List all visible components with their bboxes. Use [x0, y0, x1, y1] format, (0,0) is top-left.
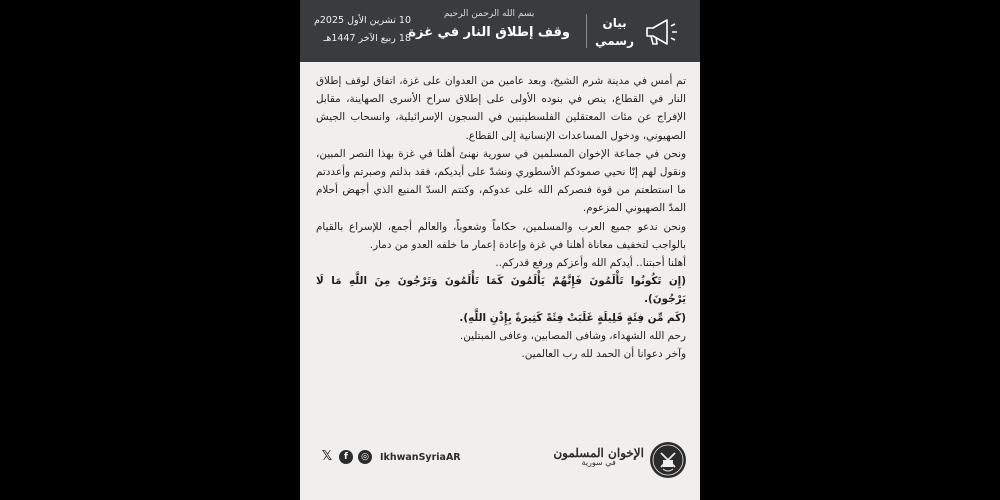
header-divider: [586, 14, 587, 48]
statement-body: [316, 72, 686, 363]
brand-line-1: بيان: [602, 16, 627, 30]
brand-line-2: رسمي: [595, 34, 634, 48]
footer: [300, 430, 700, 500]
paragraph-3: ونحن ندعو جميع العرب والمسلمين، حكاماً وشعوباً، والعالم أجمع، للإسراع بالقيام بالواجب لتخفيف معاناة أهلنا في غزة وإعادة إعمار ما خلفه العدو من دمار.: [316, 220, 686, 251]
logo-main: الإخوان المسلمون: [553, 446, 644, 460]
emblem-icon: [648, 440, 688, 480]
page-title: وقف إطلاق النار في غزة: [408, 25, 570, 40]
dates-block: [314, 12, 411, 48]
quran-verse-2: (كَم مِّن فِئَةٍ قَلِيلَةٍ غَلَبَتْ فِئَةً كَثِيرَةً بِإِذْنِ اللَّهِ).: [459, 311, 686, 324]
social-handle[interactable]: IkhwanSyriaAR: [380, 451, 461, 463]
social-links: [320, 450, 461, 464]
header-bar: [300, 0, 700, 62]
paragraph-2: ونحن في جماعة الإخوان المسلمين في سورية نهنئ أهلنا في غزة بهذا النصر المبين، ونقول لهم إنّا نحيي صمودكم الأسطوري ونشدّ على أيديكم، فقد بذلتم وصبرتم وأعددتم ما استطعتم من قوة فنصركم الله على عدوكم، وكنتم السدّ المنيع الذي أجهض أحلام المدّ الصهيوني المزعوم.: [316, 147, 686, 215]
megaphone-icon: [640, 12, 680, 52]
paragraph-6: وآخر دعوانا أن الحمد لله رب العالمين.: [521, 348, 686, 361]
x-icon[interactable]: 𝕏: [321, 449, 333, 464]
quran-verse-1: (إِن تَكُونُوا تَأْلَمُونَ فَإِنَّهُمْ يَأْلَمُونَ كَمَا تَأْلَمُونَ وَتَرْجُونَ مِنَ اللَّهِ مَا لَا يَرْجُونَ).: [316, 275, 686, 306]
organization-logo-text: [553, 446, 644, 467]
facebook-icon[interactable]: f: [339, 450, 353, 464]
logo-sub: في سورية: [581, 458, 616, 467]
paragraph-4: أهلنا أحبتنا.. أيدكم الله وأعزكم ورفع قدركم..: [495, 257, 686, 270]
statement-sheet: [300, 0, 700, 500]
date-gregorian: 10 تشرين الأول 2025م: [314, 15, 412, 26]
basmala: بسم الله الرحمن الرحيم: [443, 9, 535, 19]
paragraph-5: رحم الله الشهداء، وشافى المصابين، وعافى المبتلين.: [459, 329, 686, 342]
instagram-icon[interactable]: ◎: [358, 450, 372, 464]
paragraph-1: تم أمس في مدينة شرم الشيخ، وبعد عامين من العدوان على غزة، اتفاق لوقف إطلاق النار في القطاع، ينص في بنوده الأولى على إطلاق سراح الأسرى الصهاينة، مقابل الإفراج عن مئات المعتقلين الفلسطينيين في السجون الإسرائيلية، وانسحاب الجيش الصهيوني، ودخول المساعدات الإنسانية إلى القطاع.: [316, 75, 686, 142]
title-block: [408, 9, 570, 40]
date-hijri: 18 ربيع الآخر 1447هـ: [323, 33, 412, 44]
statement-label: [595, 14, 634, 50]
